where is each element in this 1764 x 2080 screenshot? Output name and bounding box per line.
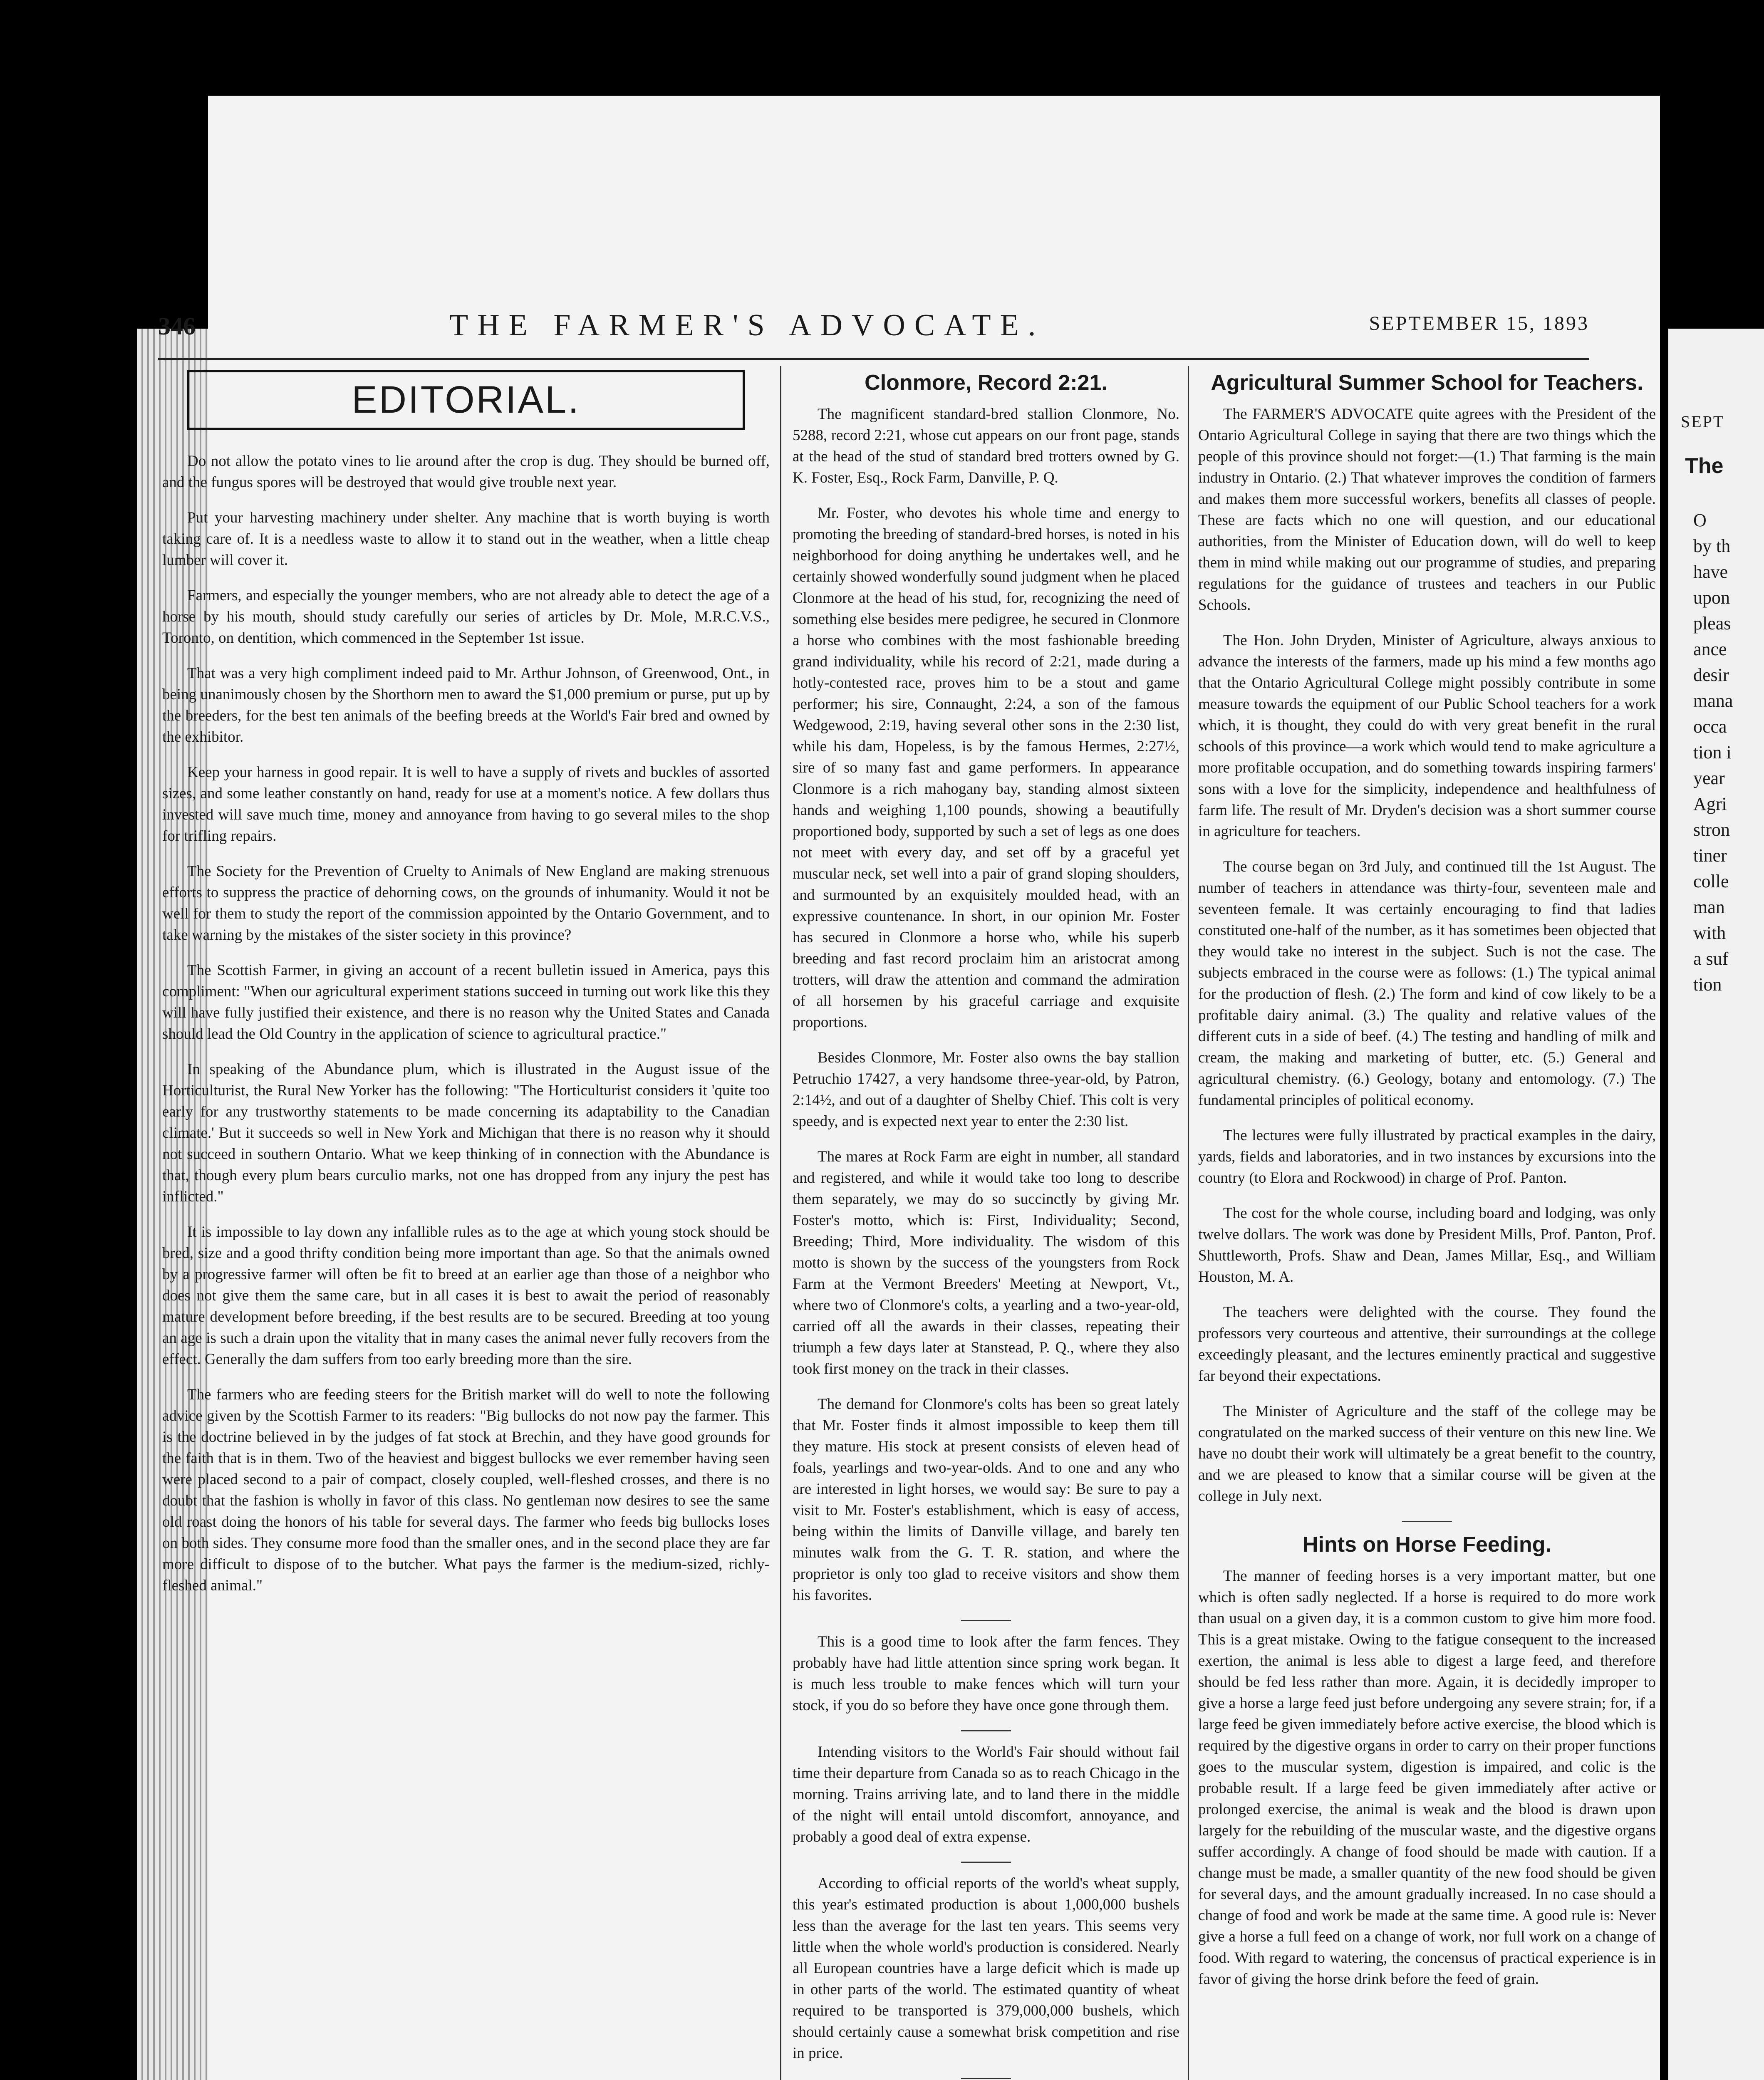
editorial-paragraph: It is impossible to lay down any infallible rules as to the age at which young stock should be bred, size and a good thrifty condition being more important than age. So that the animals owned by a progressive farmer will often be fit to breed at an earlier age than those of a neighbor who does not give them the same care, but in all cases it is best to await the period of reasonably mature development before breeding, if the best results are to be secured. Breeding at too young an age is such a drain upon the vitality that in many cases the animal never fully recovers from the effect. Generally the dam suffers from too early breeding more than the sire. xyxy=(162,1223,770,1368)
editorial-paragraph: In speaking of the Abundance plum, which is illustrated in the August issue of the Horticulturist, the Rural New Yorker has the following: "The Horticulturist considers it 'quite too early for any trustworthy statements to be made concerning its adaptability to the Canadian climate.' But it succeeds so well in New York and Michigan that there is no reason why it should not succeed in southern Ontario. What we keep thinking of in connection with the Abundance is that, though every plum bears curculio marks, not one has dropped from any injury the pest has inflicted." xyxy=(162,1061,770,1205)
editorial-paragraph: The farmers who are feeding steers for the British market will do well to note the following advice given by the Scottish Farmer to its readers: "Big bullocks do not now pay the farmer. This is the doctrine believed in by the judges of fat stock at Brechin, and they have good grounds for the faith that is in them. Two of the heaviest and biggest bullocks we ever remember having seen were placed second to a pair of compact, closely coupled, well-fleshed crosses, and there is no doubt that the fashion is wholly in favor of this class. No gentleman now desires to see the same old roast doing the honors of his table for several days. The farmer who feeds big bullocks loses on both sides. They consume more food than the smaller ones, and in the second place they are far more difficult to dispose of to the butcher. What pays the farmer is the medium-sized, richly-fleshed animal." xyxy=(162,1386,770,1594)
article-paragraph: The demand for Clonmore's colts has been so great lately that Mr. Foster finds it almost impossible to keep them till they mature. His stock at present consists of eleven head of foals, yearlings and two-year-olds. And to one and any who are interested in light horses, we would say: Be sure to pay a visit to Mr. Foster's establishment, which is easy of access, being within the limits of Danville village, and barely ten minutes walk from the G. T. R. station, and where the proprietor is only too glad to receive visitors and show them his favorites. xyxy=(793,1396,1179,1604)
editorial-paragraph: The Society for the Prevention of Cruelty to Animals of New England are making strenuous efforts to suppress the practice of dehorning cows, on the grounds of inhumanity. Would it not be well for them to study the report of the commission appointed by the Ontario Government, and to take warning by the mistakes of the sister society in this province? xyxy=(162,863,770,943)
header-rule xyxy=(158,358,1589,360)
article-paragraph: The lectures were fully illustrated by practical examples in the dairy, yards, fields and laboratories, and in two instances by excursions into the country (to Elora and Rockwood) in charge of Prof. Panton. xyxy=(1198,1127,1656,1186)
article-paragraph: The Hon. John Dryden, Minister of Agriculture, always anxious to advance the interests of the farmers, made up his mind a few months ago that the Ontario Agricultural College might possibly contribute in some measure towards the equipment of our Public School teachers for a work which, it is thought, they could do with very great benefit in the rural schools of this province—a work which would tend to make agriculture a more profitable occupation, and do something towards inspiring farmers' sons with a love for the simplicity, independence and healthfulness of farm life. The result of Mr. Dryden's decision was a short summer course in agriculture for teachers. xyxy=(1198,632,1656,840)
editorial-paragraph: That was a very high compliment indeed paid to Mr. Arthur Johnson, of Greenwood, Ont., in being unanimously chosen by the Shorthorn men to award the $1,000 premium or purse, put up by the breeders, for the best ten animals of the beefing breeds at the World's Fair bred and owned by the exhibitor. xyxy=(162,665,770,745)
column-divider xyxy=(780,366,781,2080)
editorial-paragraph: Keep your harness in good repair. It is well to have a supply of rivets and buckles of assorted sizes, and some leather constantly on hand, ready for use at a moment's notice. A few dollars thus invested will save much time, money and annoyance from having to go several miles to the shop for trifling repairs. xyxy=(162,764,770,844)
editorial-heading: EDITORIAL. xyxy=(352,379,580,421)
right-page-fragment xyxy=(1668,329,1764,2080)
article-paragraph: Mr. Foster, who devotes his whole time and energy to promoting the breeding of standard-bred horses, is noted in his neighborhood for doing anything he undertakes well, and he certainly showed wonderfully sound judgment when he placed Clonmore at the head of his stud, for, recognizing the need of something else besides mere pedigree, he secured in Clonmore a horse who combines with the most fashionable breeding grand individuality, while his record of 2:21, made during a hotly-contested race, proves him to be a stout and game performer; his sire, Connaught, 2:24, a son of the famous Wedgewood, 2:19, having several other sons in the 2:30 list, while his dam, Hopeless, is by the famous Hermes, 2:27½, sire of so many fast and game performers. In appearance Clonmore is a rich mahogany bay, standing almost sixteen hands and weighing 1,100 pounds, showing a beautifully proportioned body, supported by such a set of legs as one does not meet with every day, and set off by a graceful yet muscular neck, set well into a pair of grand sloping shoulders, and surmounted by an exquisitely moulded head, with an expressive countenance. In short, in our opinion Mr. Foster has secured in Clonmore a horse who, while his superb breeding and fast record proclaim him an aristocrat among trotters, will draw the attention and command the admiration of all horsemen by his graceful carriage and exquisite proportions. xyxy=(793,505,1179,1031)
article-paragraph: The magnificent standard-bred stallion Clonmore, No. 5288, record 2:21, whose cut appears on our front page, stands at the head of the stud of standard bred trotters owned by G. K. Foster, Esq., Rock Farm, Danville, P. Q. xyxy=(793,406,1179,486)
editorial-paragraph: The Scottish Farmer, in giving an account of a recent bulletin issued in America, pays this compliment: "When our agricultural experiment stations succeed in turning out work like this they will have fully justified their existence, and there is no reason why the United States and Canada should lead the Old Country in the application of science to agricultural practice." xyxy=(162,962,770,1042)
column-editorial xyxy=(162,366,770,2080)
masthead: THE FARMER'S ADVOCATE. xyxy=(449,308,1045,342)
column-summer-school xyxy=(1198,366,1656,2080)
article-paragraph: According to official reports of the world's wheat supply, this year's estimated production is about 1,000,000 bushels less than the average for the last ten years. This seems very little when the whole world's production is considered. Nearly all European countries have a large deficit which is made up in other parts of the world. The estimated quantity of wheat required to be transported is 379,000,000 bushels, which should certainly cause a somewhat brisk competition and rise in price. xyxy=(793,1875,1179,2062)
issue-date: SEPTEMBER 15, 1893 xyxy=(1369,312,1589,334)
article-paragraph: This is a good time to look after the farm fences. They probably have had little attention since spring work began. It is much less trouble to make fences which will turn your stock, if you do so before they have once gone through them. xyxy=(793,1633,1179,1714)
page-header xyxy=(158,308,1589,349)
right-page-text: O by th have upon pleas ance desir mana occa tion i year Agri stron tiner colle man with a suf tion xyxy=(1693,510,1733,995)
section-rule xyxy=(961,1620,1011,1621)
article-paragraph: The FARMER'S ADVOCATE quite agrees with the President of the Ontario Agricultural College in saying that there are two things which the people of this province should not forget:—(1.) That farming is the main industry in Ontario. (2.) That whatever improves the condition of farmers and makes them more successful workers, benefits all classes of people. These are facts which no one will question, and our educational authorities, from the Minister of Education down, will do well to keep them in mind while making out our programme of studies, and preparing regulations for the guidance of trustees and teachers in our Public Schools. xyxy=(1198,406,1656,614)
article-title: Hints on Horse Feeding. xyxy=(1302,1533,1552,1557)
right-page-title: The xyxy=(1685,454,1724,478)
article-paragraph: The course began on 3rd July, and continued till the 1st August. The number of teachers in attendance was thirty-four, seventeen male and seventeen female. It was certainly encouraging to find that ladies constituted one-half of the number, as it has sometimes been objected that they would take no interest in the subject. Such is not the case. The subjects embraced in the course were as follows: (1.) The typical animal for the production of flesh. (2.) The form and kind of cow likely to be a profitable dairy animal. (3.) The quality and relative values of the different cuts in a side of beef. (4.) The testing and handling of milk and cream, the making and marketing of butter, etc. (5.) General and agricultural chemistry. (6.) Geology, botany and entomology. (7.) The fundamental principles of political economy. xyxy=(1198,858,1656,1109)
section-rule xyxy=(961,1730,1011,1731)
editorial-paragraph: Farmers, and especially the younger members, who are not already able to detect the age of a horse by his mouth, should study carefully our series of articles by Dr. Mole, M.R.C.V.S., Toronto, on dentition, which commenced in the September 1st issue. xyxy=(162,587,770,646)
section-rule xyxy=(961,1862,1011,1863)
article-paragraph: The teachers were delighted with the course. They found the professors very courteous and attentive, their surroundings at the college exceedingly pleasant, and the lectures eminently practical and suggestive far beyond their expectations. xyxy=(1198,1304,1656,1384)
article-paragraph: Intending visitors to the World's Fair should without fail time their departure from Canada so as to reach Chicago in the morning. Trains arriving late, and to land there in the middle of the night will entail untold discomfort, annoyance, and probably a good deal of extra expense. xyxy=(793,1743,1179,1845)
section-rule xyxy=(1402,1521,1452,1522)
editorial-heading-box xyxy=(187,370,745,430)
editorial-paragraph: Do not allow the potato vines to lie around after the crop is dug. They should be burned off, and the fungus spores will be destroyed that would give trouble next year. xyxy=(162,453,770,491)
section-rule xyxy=(961,2078,1011,2079)
article-title: Clonmore, Record 2:21. xyxy=(865,371,1107,395)
right-page-header: SEPT xyxy=(1681,412,1725,431)
article-title: Agricultural Summer School for Teachers. xyxy=(1211,371,1643,395)
page-number: 346 xyxy=(158,312,196,340)
article-paragraph: Besides Clonmore, Mr. Foster also owns the bay stallion Petruchio 17427, a very handsome three-year-old, by Patron, 2:14½, and out of a daughter of Shelby Chief. This colt is very speedy, and is expected next year to enter the 2:30 list. xyxy=(793,1049,1179,1130)
column-clonmore xyxy=(793,366,1179,2080)
article-paragraph: The manner of feeding horses is a very important matter, but one which is often sadly neglected. If a horse is required to do more work than usual on a given day, it is a common custom to give him more food. This is a great mistake. Owing to the fatigue consequent to the increased exertion, the animal is less able to digest a large feed, and therefore should be fed less rather than more. Again, it is decidedly improper to give a horse a large feed just before undergoing any severe strain; for, if a large feed be given immediately before active exercise, the blood which is required by the digestive organs in order to carry on their proper functions goes to the muscular system, digestion is impaired, and colic is the probable result. If a large feed be given immediately after active or prolonged exercise, the animal is weak and the blood is drawn upon largely for the rebuilding of the muscular waste, and the digestive organs suffer accordingly. A change of food should be made with caution. If a change must be made, a smaller quantity of the new food should be given for several days, and the amount gradually increased. In no case should a change of food and work be made at the same time. A good rule is: Never give a horse a full feed on a change of work, nor full work on a change of food. With regard to watering, the concensus of practical experience is in favor of giving the horse drink before the feed of grain. xyxy=(1198,1567,1656,1988)
article-paragraph: The mares at Rock Farm are eight in number, all standard and registered, and while it would take too long to describe them separately, we may do so succinctly by giving Mr. Foster's motto, which is: First, Individuality; Second, Breeding; Third, More individuality. The wisdom of this motto is shown by the success of the youngsters from Rock Farm at the Vermont Breeders' Meeting at Newport, Vt., where two of Clonmore's colts, a yearling and a two-year-old, carried off all the awards in their classes, repeating their triumph a few days later at Stanstead, P. Q., where they also took first money on the track in their classes. xyxy=(793,1148,1179,1377)
article-paragraph: The Minister of Agriculture and the staff of the college may be congratulated on the marked success of their venture on this new line. We have no doubt their work will ultimately be a great benefit to the country, and we are pleased to know that a similar course will be given at the college in July next. xyxy=(1198,1403,1656,1505)
article-paragraph: The cost for the whole course, including board and lodging, was only twelve dollars. The work was done by President Mills, Prof. Panton, Prof. Shuttleworth, Profs. Shaw and Dean, James Millar, Esq., and William Houston, M. A. xyxy=(1198,1205,1656,1285)
editorial-paragraph: Put your harvesting machinery under shelter. Any machine that is worth buying is worth taking care of. It is a needless waste to allow it to stand out in the weather, when a little cheap lumber will cover it. xyxy=(162,509,770,569)
column-divider xyxy=(1188,366,1189,2080)
